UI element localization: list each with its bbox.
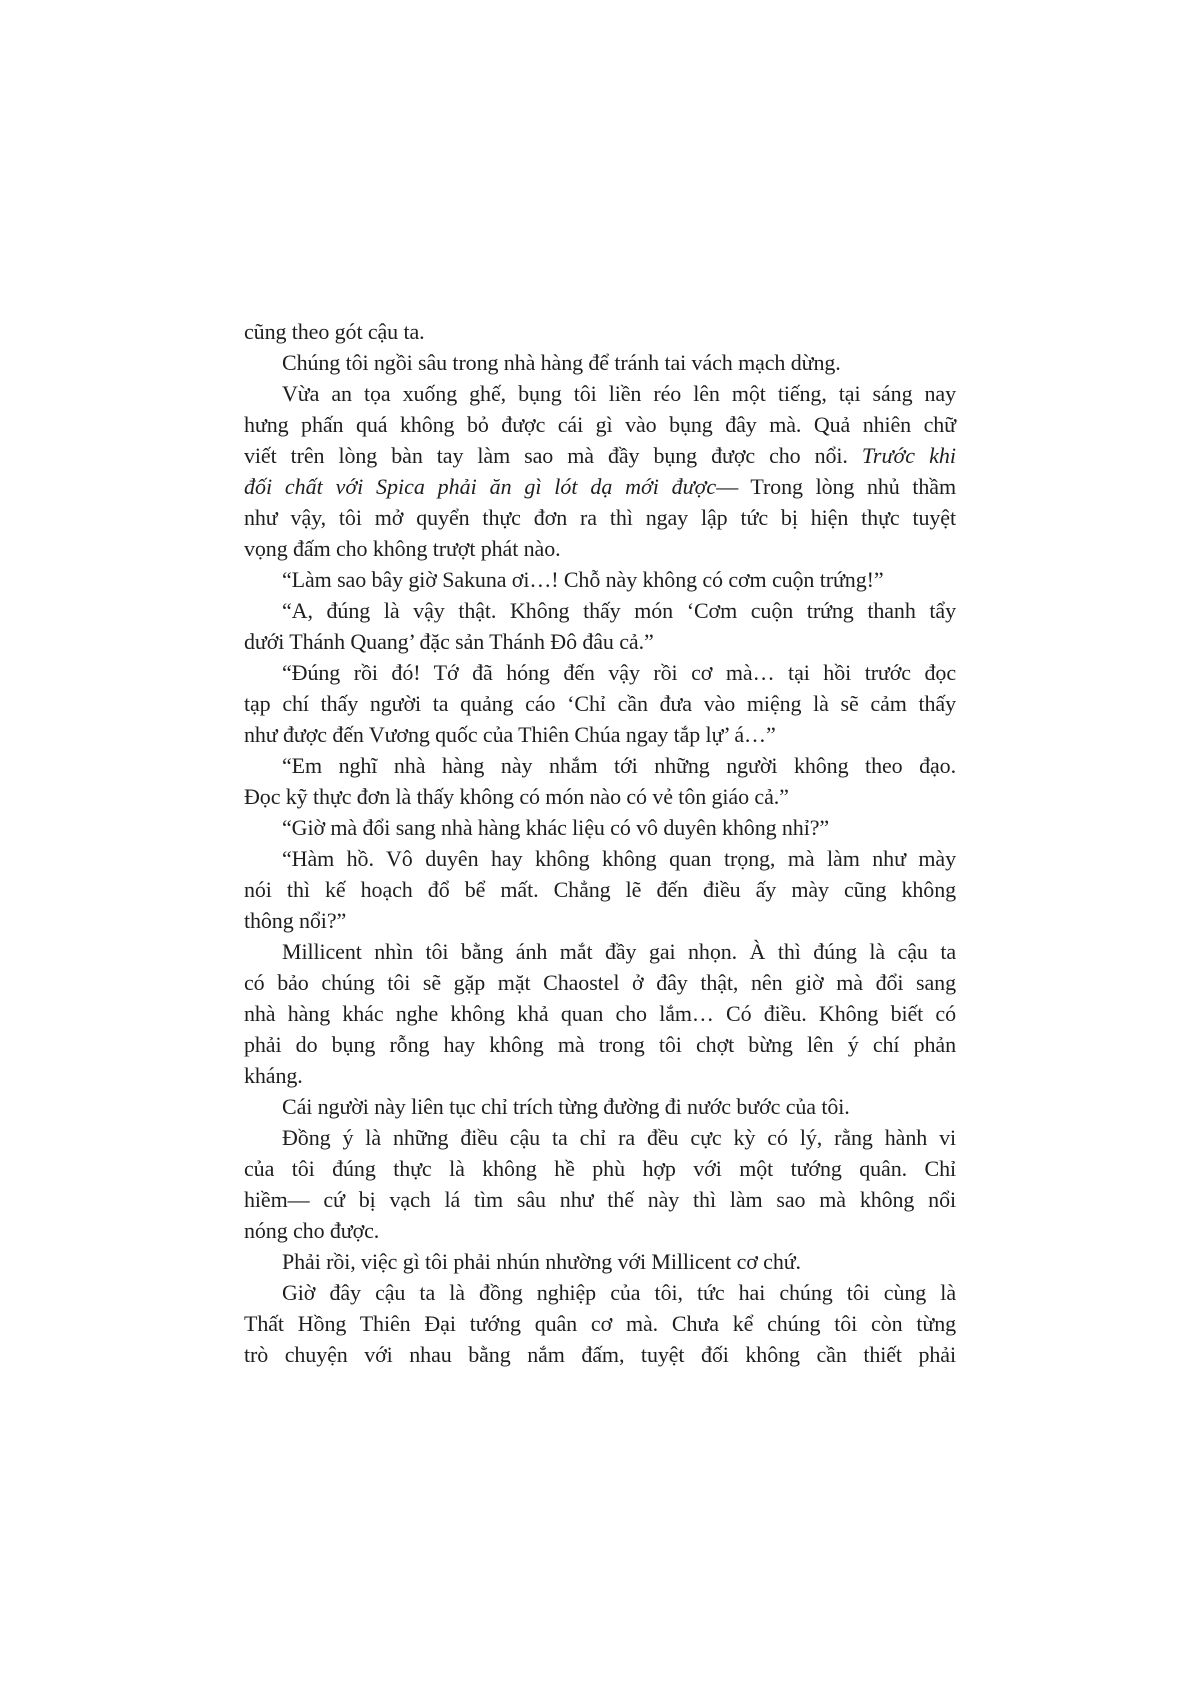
text-line <box>244 843 956 874</box>
line-text: hiềm— cứ bị vạch lá tìm sâu như thế này thì làm sao mà không nổi <box>244 1187 956 1212</box>
text-line <box>244 626 956 657</box>
paragraph <box>244 1122 956 1246</box>
text-line <box>244 1122 956 1153</box>
line-text: tạp chí thấy người ta quảng cáo ‘Chỉ cần đưa vào miệng là sẽ cảm thấy <box>244 691 956 716</box>
line-text: Phải rồi, việc gì tôi phải nhún nhường với Millicent cơ chứ. <box>282 1249 801 1274</box>
line-text: kháng. <box>244 1063 303 1088</box>
line-text: như được đến Vương quốc của Thiên Chúa ngay tắp lự’ á…” <box>244 722 776 747</box>
text-line <box>244 750 956 781</box>
line-text: “Làm sao bây giờ Sakuna ơi…! Chỗ này không có cơm cuộn trứng!” <box>282 567 884 592</box>
text-line <box>244 874 956 905</box>
line-text: cũng theo gót cậu ta. <box>244 319 425 344</box>
text-line <box>244 316 956 347</box>
line-text: Vừa an tọa xuống ghế, bụng tôi liền réo lên một tiếng, tại sáng nay <box>282 381 956 406</box>
text-line <box>244 595 956 626</box>
text-line <box>244 657 956 688</box>
line-text: viết trên lòng bàn tay làm sao mà đầy bụng được cho nổi. <box>244 443 862 468</box>
italic-text: đối chất với Spica phải ăn gì lót dạ mới được <box>244 474 717 499</box>
line-text: Millicent nhìn tôi bằng ánh mắt đầy gai nhọn. À thì đúng là cậu ta <box>282 939 956 964</box>
text-line <box>244 967 956 998</box>
line-text: Giờ đây cậu ta là đồng nghiệp của tôi, tức hai chúng tôi cùng là <box>282 1280 956 1305</box>
line-text: trò chuyện với nhau bằng nắm đấm, tuyệt đối không cần thiết phải <box>244 1342 956 1367</box>
line-text: “Giờ mà đổi sang nhà hàng khác liệu có vô duyên không nhỉ?” <box>282 815 830 840</box>
text-line <box>244 998 956 1029</box>
text-line <box>244 1184 956 1215</box>
paragraph <box>244 843 956 936</box>
book-page-body <box>244 316 956 1370</box>
text-line <box>244 502 956 533</box>
paragraph <box>244 812 956 843</box>
text-line <box>244 409 956 440</box>
line-text: Thất Hồng Thiên Đại tướng quân cơ mà. Chưa kể chúng tôi còn từng <box>244 1311 956 1336</box>
line-text: vọng đấm cho không trượt phát nào. <box>244 536 561 561</box>
paragraph <box>244 936 956 1091</box>
text-line <box>244 936 956 967</box>
text-line <box>244 347 956 378</box>
line-text: thông nổi?” <box>244 908 347 933</box>
text-line <box>244 1029 956 1060</box>
text-line <box>244 1308 956 1339</box>
paragraph <box>244 564 956 595</box>
text-line <box>244 1060 956 1091</box>
text-line <box>244 440 956 471</box>
paragraph <box>244 378 956 564</box>
line-text: như vậy, tôi mở quyển thực đơn ra thì ngay lập tức bị hiện thực tuyệt <box>244 505 956 530</box>
paragraph <box>244 347 956 378</box>
text-line <box>244 471 956 502</box>
text-line <box>244 905 956 936</box>
text-line <box>244 688 956 719</box>
paragraph <box>244 595 956 657</box>
text-line <box>244 378 956 409</box>
text-line <box>244 1153 956 1184</box>
text-line <box>244 533 956 564</box>
text-line <box>244 719 956 750</box>
paragraph <box>244 1091 956 1122</box>
paragraph <box>244 316 956 347</box>
text-line <box>244 781 956 812</box>
line-text: “A, đúng là vậy thật. Không thấy món ‘Cơm cuộn trứng thanh tẩy <box>282 598 956 623</box>
line-text: có bảo chúng tôi sẽ gặp mặt Chaostel ở đây thật, nên giờ mà đổi sang <box>244 970 956 995</box>
line-text: — Trong lòng nhủ thầm <box>716 474 956 499</box>
line-text: Đồng ý là những điều cậu ta chỉ ra đều cực kỳ có lý, rằng hành vi <box>282 1125 956 1150</box>
line-text: Đọc kỹ thực đơn là thấy không có món nào có vẻ tôn giáo cả.” <box>244 784 789 809</box>
line-text: Chúng tôi ngồi sâu trong nhà hàng để tránh tai vách mạch dừng. <box>282 350 841 375</box>
line-text: phải do bụng rỗng hay không mà trong tôi chợt bừng lên ý chí phản <box>244 1032 956 1057</box>
text-line <box>244 1277 956 1308</box>
text-line <box>244 1246 956 1277</box>
line-text: dưới Thánh Quang’ đặc sản Thánh Đô đâu cả.” <box>244 629 654 654</box>
text-line <box>244 1339 956 1370</box>
line-text: nhà hàng khác nghe không khả quan cho lắm… Có điều. Không biết có <box>244 1001 956 1026</box>
paragraph <box>244 1277 956 1370</box>
paragraph <box>244 657 956 750</box>
line-text: nói thì kế hoạch đổ bể mất. Chẳng lẽ đến điều ấy mày cũng không <box>244 877 956 902</box>
text-line <box>244 1091 956 1122</box>
line-text: “Đúng rồi đó! Tớ đã hóng đến vậy rồi cơ mà… tại hồi trước đọc <box>282 660 956 685</box>
text-line <box>244 812 956 843</box>
line-text: nóng cho được. <box>244 1218 380 1243</box>
line-text: “Hàm hồ. Vô duyên hay không không quan trọng, mà làm như mày <box>282 846 956 871</box>
text-line <box>244 564 956 595</box>
line-text: của tôi đúng thực là không hề phù hợp với một tướng quân. Chỉ <box>244 1156 956 1181</box>
line-text: hưng phấn quá không bỏ được cái gì vào bụng đây mà. Quả nhiên chữ <box>244 412 956 437</box>
paragraph <box>244 750 956 812</box>
italic-text: Trước khi <box>861 443 957 468</box>
paragraph <box>244 1246 956 1277</box>
text-line <box>244 1215 956 1246</box>
line-text: Cái người này liên tục chỉ trích từng đường đi nước bước của tôi. <box>282 1094 850 1119</box>
line-text: “Em nghĩ nhà hàng này nhắm tới những người không theo đạo. <box>282 753 956 778</box>
